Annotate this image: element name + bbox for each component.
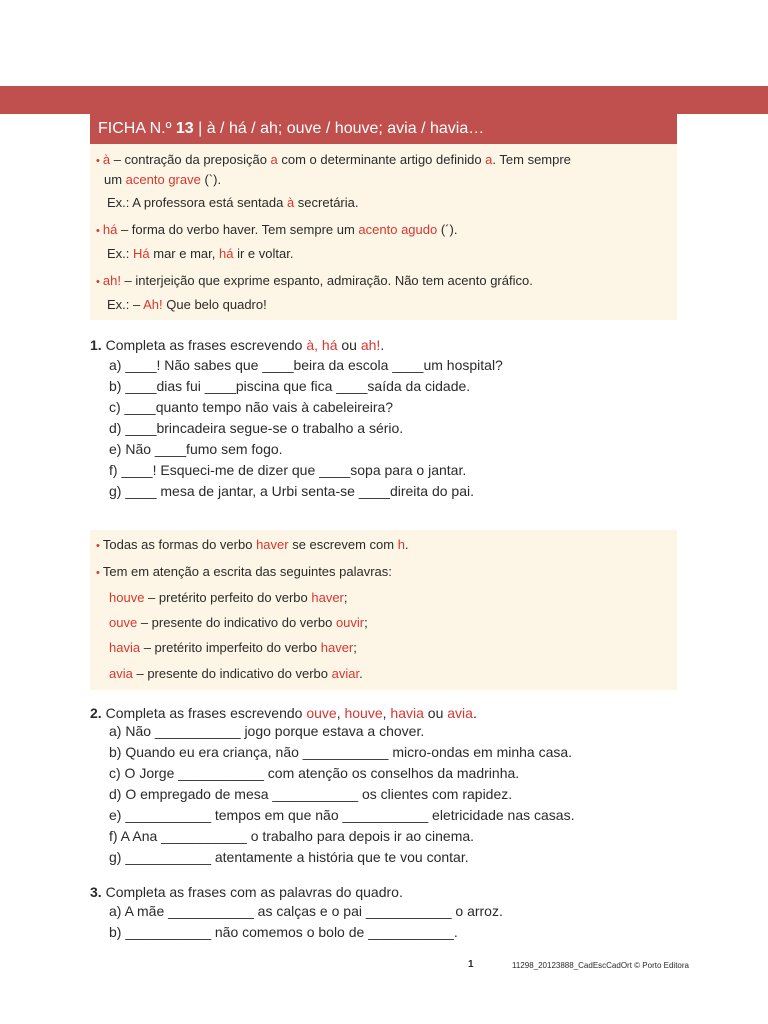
exercise-item: d) O empregado de mesa ___________ os clientes com rapidez.	[109, 786, 513, 802]
example-ha: Ex.: Há mar e mar, há ir e voltar.	[107, 246, 294, 261]
rule-haver: • Todas as formas do verbo haver se escrevem com h.	[96, 537, 409, 552]
exercise-item: e) Não ____fumo sem fogo.	[109, 441, 283, 457]
footer-code: 11298_20123888_CadEscCadOrt © Porto Editora	[512, 961, 689, 970]
header-number: 13	[175, 120, 194, 137]
exercise-item: a) ____! Não sabes que ____beira da escola ____um hospital?	[109, 357, 503, 373]
header-title: | à / há / ah; ouve / houve; avia / havia…	[193, 120, 485, 137]
header-prefix: FICHA N.º	[98, 120, 176, 137]
question-1-title: 1. Completa as frases escrevendo à, há ou ah!.	[90, 337, 385, 353]
question-2-title: 2. Completa as frases escrevendo ouve, houve, havia ou avia.	[90, 705, 477, 721]
exercise-item: b) Quando eu era criança, não ___________ micro-ondas em minha casa.	[109, 744, 573, 760]
exercise-item: f) A Ana ___________ o trabalho para depois ir ao cinema.	[109, 828, 475, 844]
exercise-item: c) O Jorge ___________ com atenção os conselhos da madrinha.	[109, 765, 520, 781]
exercise-item: a) A mãe ___________ as calças e o pai ___________ o arroz.	[109, 903, 503, 919]
exercise-item: g) ____ mesa de jantar, a Urbi senta-se ____direita do pai.	[109, 483, 475, 499]
question-3-title: 3. Completa as frases com as palavras do quadro.	[90, 884, 403, 900]
rule-a-cont: um acento grave (`).	[104, 172, 222, 187]
exercise-item: c) ____quanto tempo não vais à cabeleireira?	[109, 399, 394, 415]
worksheet-header	[90, 114, 677, 144]
exercise-item: g) ___________ atentamente a história que te vou contar.	[109, 849, 469, 865]
page-number: 1	[468, 959, 474, 970]
exercise-item: b) ____dias fui ____piscina que fica ____saída da cidade.	[109, 378, 471, 394]
exercise-item: b) ___________ não comemos o bolo de ___________.	[109, 924, 458, 940]
rule-attention: • Tem em atenção a escrita das seguintes palavras:	[96, 564, 392, 579]
word-havia: havia – pretérito imperfeito do verbo haver;	[109, 640, 357, 655]
top-red-band	[0, 86, 768, 114]
exercise-item: a) Não ___________ jogo porque estava a chover.	[109, 723, 425, 739]
rules-box-1	[90, 144, 677, 320]
exercise-item: e) ___________ tempos em que não ___________ eletricidade nas casas.	[109, 807, 575, 823]
word-avia: avia – presente do indicativo do verbo aviar.	[109, 666, 363, 681]
exercise-item: f) ____! Esqueci-me de dizer que ____sopa para o jantar.	[109, 462, 467, 478]
example-ah: Ex.: – Ah! Que belo quadro!	[107, 297, 267, 312]
example-a: Ex.: A professora está sentada à secretária.	[107, 195, 359, 210]
exercise-item: d) ____brincadeira segue-se o trabalho a sério.	[109, 420, 404, 436]
rule-ha: • há – forma do verbo haver. Tem sempre um acento agudo (´).	[96, 222, 458, 237]
rule-a: • à – contração da preposição a com o determinante artigo definido a. Tem sempre	[96, 152, 571, 167]
word-houve: houve – pretérito perfeito do verbo haver;	[109, 590, 348, 605]
word-ouve: ouve – presente do indicativo do verbo ouvir;	[109, 615, 368, 630]
rules-box-2	[90, 530, 677, 690]
rule-ah: • ah! – interjeição que exprime espanto, admiração. Não tem acento gráfico.	[96, 273, 533, 288]
